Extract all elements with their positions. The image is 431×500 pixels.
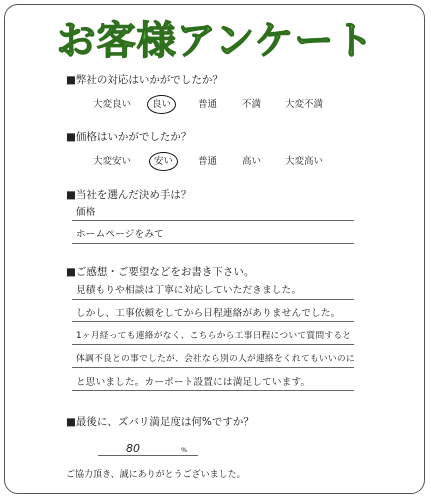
comment-line-3: 1ヶ月経っても連絡がなく、こちらから工事日程について質問すると bbox=[76, 331, 352, 341]
question-satisfaction-label: ■最後に、ズバリ満足度は何%ですか？ bbox=[66, 416, 254, 428]
selected-circle: 良い bbox=[147, 95, 176, 114]
question-reason bbox=[66, 187, 191, 202]
service-option-2[interactable] bbox=[152, 96, 171, 110]
comment-line-5: と思いました。カーポート設置には満足しています。 bbox=[76, 377, 311, 388]
answer-line bbox=[72, 344, 354, 345]
question-comments bbox=[66, 264, 254, 279]
price-option-1[interactable]: 大変安い bbox=[93, 156, 132, 167]
page-title: お客様アンケート bbox=[56, 19, 375, 64]
question-price bbox=[66, 129, 191, 144]
answer-line bbox=[72, 220, 354, 221]
price-option-2[interactable] bbox=[154, 153, 173, 167]
answer-line bbox=[72, 321, 354, 322]
selected-circle: 安い bbox=[149, 152, 178, 171]
reason-answer-2: ホームページをみて bbox=[76, 229, 164, 240]
price-option-5[interactable]: 大変高い bbox=[285, 156, 324, 167]
service-option-1[interactable]: 大変良い bbox=[93, 99, 132, 110]
satisfaction-unit: % bbox=[181, 446, 188, 454]
comment-line-2: しかし、工事依頼をしてから日程連絡がありませんでした。 bbox=[76, 308, 341, 319]
price-option-3[interactable]: 普通 bbox=[198, 156, 218, 167]
service-option-5[interactable]: 大変不満 bbox=[285, 99, 324, 110]
comment-line-4: 体調不良との事でしたが、会社なら別の人が連絡をくれてもいいのに bbox=[76, 354, 355, 364]
question-reason-label: ■当社を選んだ決め手は？ bbox=[66, 189, 192, 201]
question-satisfaction bbox=[66, 414, 254, 429]
comment-line-1: 見積もりや相談は丁寧に対応していただきました。 bbox=[76, 285, 302, 296]
satisfaction-value: 80 bbox=[126, 442, 140, 455]
service-option-4[interactable]: 不満 bbox=[242, 99, 262, 110]
question-comments-label: ■ご感想・ご要望などをお書き下さい。 bbox=[66, 266, 255, 278]
question-price-label: ■価格はいかがでしたか？ bbox=[66, 131, 192, 143]
reason-answer-1: 価格 bbox=[76, 207, 96, 218]
answer-line bbox=[72, 367, 354, 368]
question-service-label: ■弊社の対応はいかがでしたか？ bbox=[66, 74, 223, 86]
question-service bbox=[66, 72, 223, 87]
answer-line bbox=[72, 390, 354, 391]
footer-thanks: ご協力頂き、誠にありがとうございました。 bbox=[66, 470, 246, 480]
answer-line bbox=[98, 455, 198, 456]
service-option-3[interactable]: 普通 bbox=[198, 99, 218, 110]
answer-line bbox=[72, 243, 354, 244]
answer-line bbox=[72, 299, 354, 300]
price-option-4[interactable]: 高い bbox=[242, 156, 262, 167]
